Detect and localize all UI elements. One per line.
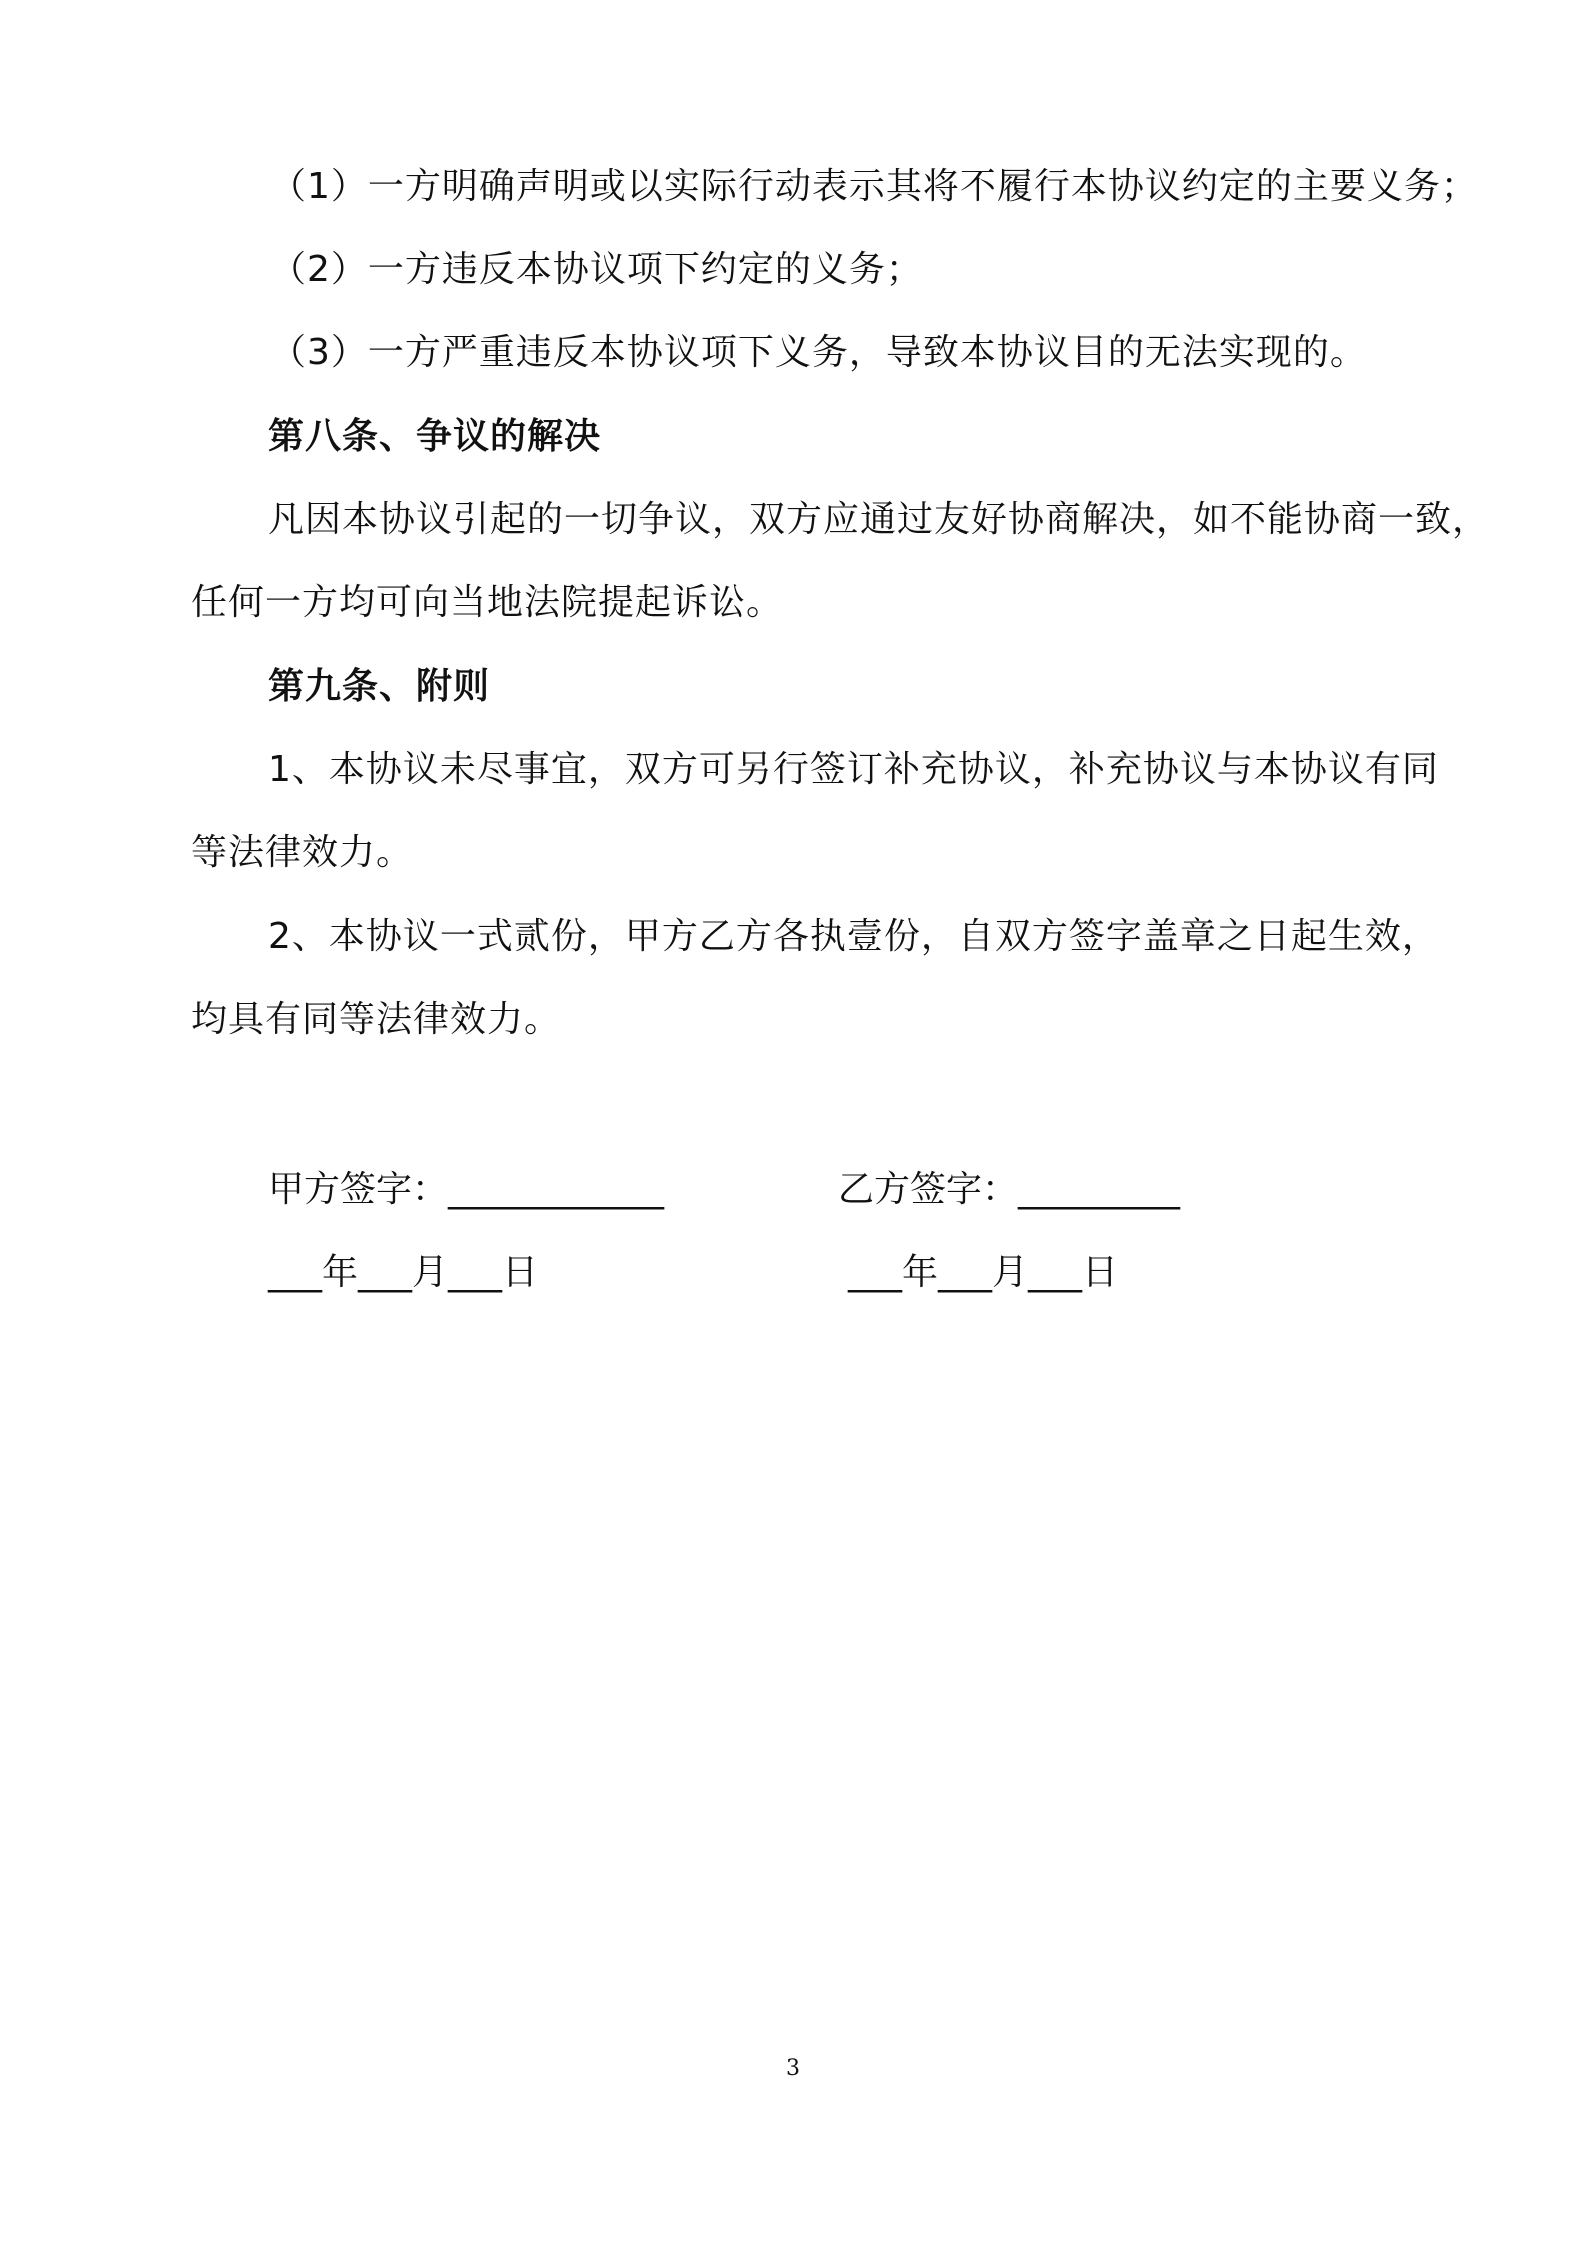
article-9-heading: 第九条、附则: [268, 666, 491, 707]
article-8-body-line-1: 凡因本协议引起的一切争议，双方应通过友好协商解决，如不能协商一致，: [268, 499, 1490, 540]
article-9-p2-line-1: 2、本协议一式贰份，甲方乙方各执壹份，自双方签字盖章之日起生效，: [268, 916, 1439, 957]
clause-item-1: （1）一方明确声明或以实际行动表示其将不履行本协议约定的主要义务；: [270, 166, 1478, 207]
party-b-signature-line: 乙方签字：_________: [838, 1169, 1181, 1210]
party-a-signature-line: 甲方签字：____________: [268, 1169, 665, 1210]
article-8-body-line-2: 任何一方均可向当地法院提起诉讼。: [191, 582, 784, 623]
article-9-p1-line-1: 1、本协议未尽事宜，双方可另行签订补充协议，补充协议与本协议有同: [268, 749, 1439, 790]
article-9-p2-line-2: 均具有同等法律效力。: [191, 999, 562, 1040]
clause-item-3: （3）一方严重违反本协议项下义务，导致本协议目的无法实现的。: [270, 332, 1367, 373]
clause-item-2: （2）一方违反本协议项下约定的义务；: [270, 249, 923, 290]
article-8-heading: 第八条、争议的解决: [268, 416, 602, 457]
page-number: 3: [786, 2056, 800, 2081]
article-9-p1-line-2: 等法律效力。: [191, 832, 414, 873]
party-a-date-line: ___年___月___日: [268, 1252, 539, 1293]
party-b-date-line: ___年___月___日: [848, 1252, 1119, 1293]
